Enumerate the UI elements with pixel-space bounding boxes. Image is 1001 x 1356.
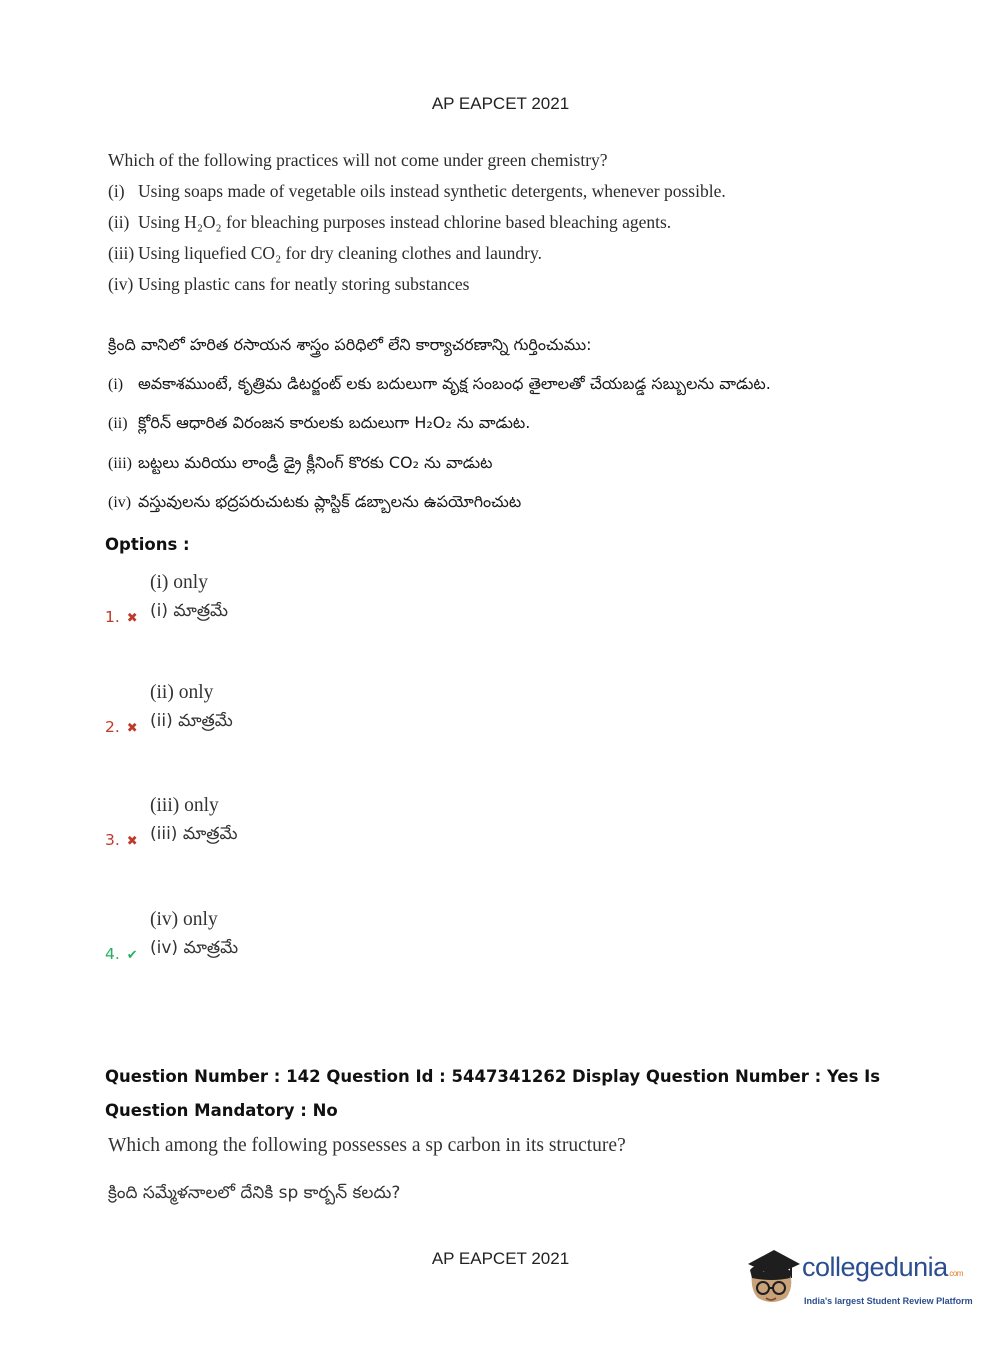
option-4-text-te: (iv) మాత్రమే: [150, 938, 239, 958]
question-english: [108, 145, 726, 300]
option-2-text-en: (ii) only: [150, 682, 214, 703]
question-stem-te: క్రింది వానిలో హరిత రసాయన శాస్త్రం పరిధిలో లేని కార్యాచరణాన్ని గుర్తించుము:: [108, 335, 592, 354]
option-4-marker: 4. ✔: [105, 945, 138, 963]
option-3-marker: 3. ✖: [105, 831, 138, 849]
question-meta: Question Number : 142 Question Id : 5447341262 Display Question Number : Yes Is Question Mandatory : No: [105, 1067, 881, 1120]
mascot-icon: [742, 1246, 802, 1316]
statement-te-4: (iv) వస్తువులను భద్రపరుచుటకు ప్లాస్టిక్ డబ్బాలను ఉపయోగించుట: [108, 492, 522, 511]
option-1-text-en: (i) only: [150, 572, 208, 593]
option-1-text-te: (i) మాత్రమే: [150, 601, 229, 621]
options-label: Options :: [105, 535, 190, 554]
statement-te-3: (iii) బట్టలు మరియు లాండ్రీ డ్రై క్లీనింగ్ కొరకు CO₂ ను వాడుట: [108, 452, 493, 472]
statement-te-1: (i) అవకాశముంటే, కృత్రిమ డిటర్జంట్ లకు బదులుగా వృక్ష సంబంధ తైలాలతో చేయబడ్డ సబ్బులను వాడుట.: [108, 373, 771, 393]
collegedunia-logo: [742, 1246, 974, 1316]
statement-en-1: (i) Using soaps made of vegetable oils instead synthetic detergents, whenever possible.: [108, 181, 726, 201]
option-2-text-te: (ii) మాత్రమే: [150, 711, 233, 731]
check-icon: ✔: [126, 948, 138, 963]
statement-en-4: (iv) Using plastic cans for neatly storing substances: [108, 274, 470, 294]
question-telugu: [108, 326, 771, 523]
page-footer: AP EAPCET 2021: [431, 1249, 570, 1268]
question-stem-en: Which of the following practices will not come under green chemistry?: [108, 150, 608, 170]
logo-wordmark: collegedunia.com: [802, 1252, 963, 1282]
cross-icon: ✖: [126, 834, 138, 849]
option-1-marker: 1. ✖: [105, 608, 138, 626]
page-header: AP EAPCET 2021: [431, 94, 570, 113]
statement-en-2: (ii) Using H₂O₂ for bleaching purposes instead chlorine based bleaching agents.: [108, 212, 672, 232]
option-4-text-en: (iv) only: [150, 909, 218, 930]
cross-icon: ✖: [126, 721, 138, 736]
option-2-marker: 2. ✖: [105, 718, 138, 736]
option-3-text-en: (iii) only: [150, 795, 219, 816]
logo-tagline: India's largest Student Review Platform: [804, 1296, 973, 1306]
question2-telugu: క్రింది సమ్మేళనాలలో దేనికి sp కార్బన్ కలదు?: [108, 1183, 401, 1203]
cross-icon: ✖: [126, 611, 138, 626]
statement-en-3: (iii) Using liquefied CO₂ for dry cleaning clothes and laundry.: [108, 243, 542, 263]
question2-english: Which among the following possesses a sp carbon in its structure?: [108, 1135, 626, 1156]
option-3-text-te: (iii) మాత్రమే: [150, 824, 238, 844]
statement-te-2: (ii) క్లోరిన్ ఆధారిత విరంజన కారులకు బదులుగా H₂O₂ ను వాడుట.: [108, 413, 531, 432]
